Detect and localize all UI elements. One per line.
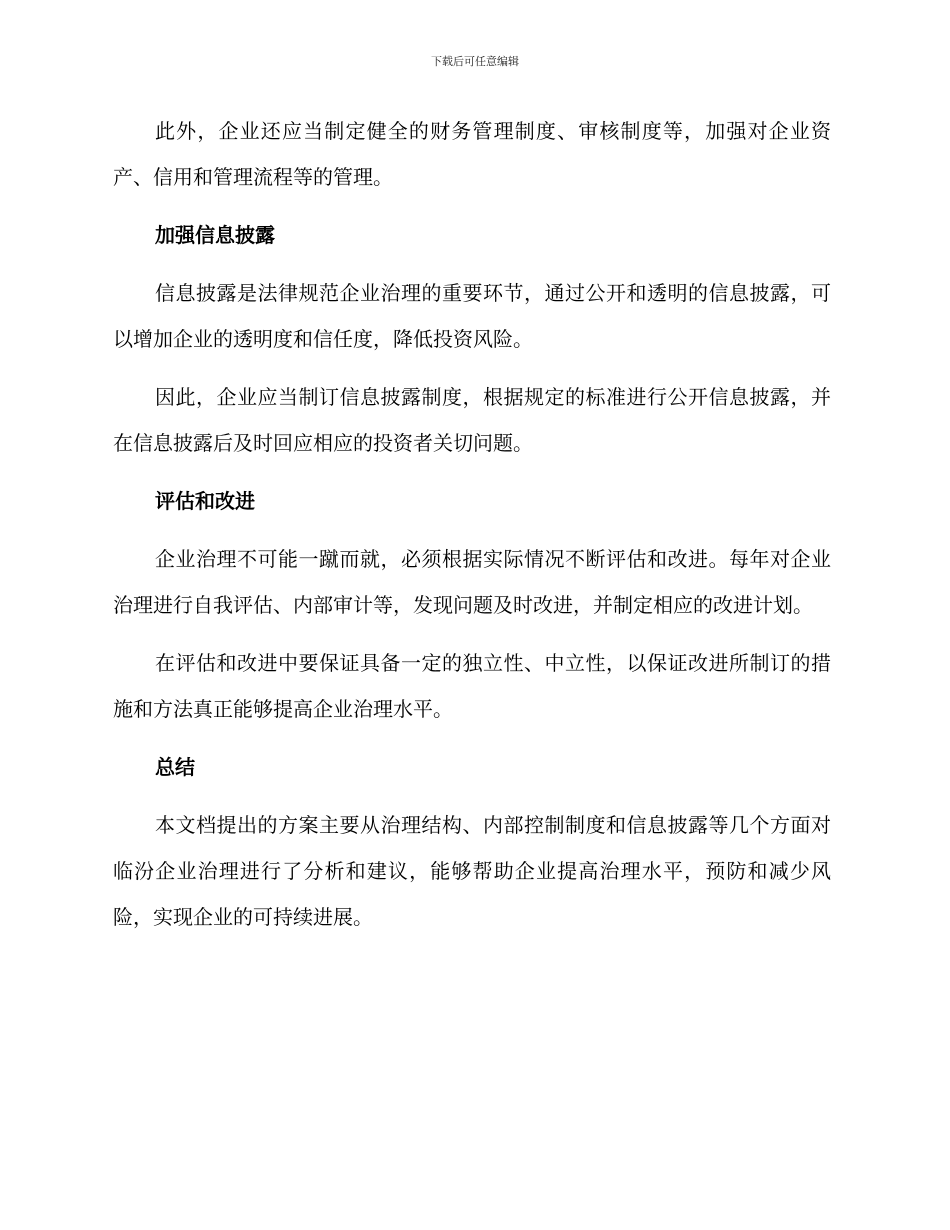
paragraph-continuous-evaluation: 企业治理不可能一蹴而就，必须根据实际情况不断评估和改进。每年对企业治理进行自我评估、内部审计等，发现问题及时改进，并制定相应的改进计划。 <box>113 547 831 617</box>
paragraph-independence: 在评估和改进中要保证具备一定的独立性、中立性，以保证改进所制订的措施和方法真正能够提高企业治理水平。 <box>113 651 831 721</box>
page-header: 下载后可任意编辑 <box>431 55 519 68</box>
paragraph-disclosure-importance: 信息披露是法律规范企业治理的重要环节，通过公开和透明的信息披露，可以增加企业的透明度和信任度，降低投资风险。 <box>113 281 831 351</box>
document-body <box>113 108 831 952</box>
paragraph-financial-management: 此外，企业还应当制定健全的财务管理制度、审核制度等，加强对企业资产、信用和管理流程等的管理。 <box>113 119 831 189</box>
paragraph-disclosure-system: 因此，企业应当制订信息披露制度，根据规定的标准进行公开信息披露，并在信息披露后及时回应相应的投资者关切问题。 <box>113 385 831 455</box>
heading-summary: 总结 <box>155 755 195 779</box>
heading-evaluation-improvement: 评估和改进 <box>155 489 255 513</box>
paragraph-summary: 本文档提出的方案主要从治理结构、内部控制制度和信息披露等几个方面对临汾企业治理进行了分析和建议，能够帮助企业提高治理水平，预防和减少风险，实现企业的可持续进展。 <box>113 813 831 929</box>
heading-information-disclosure: 加强信息披露 <box>155 223 275 247</box>
